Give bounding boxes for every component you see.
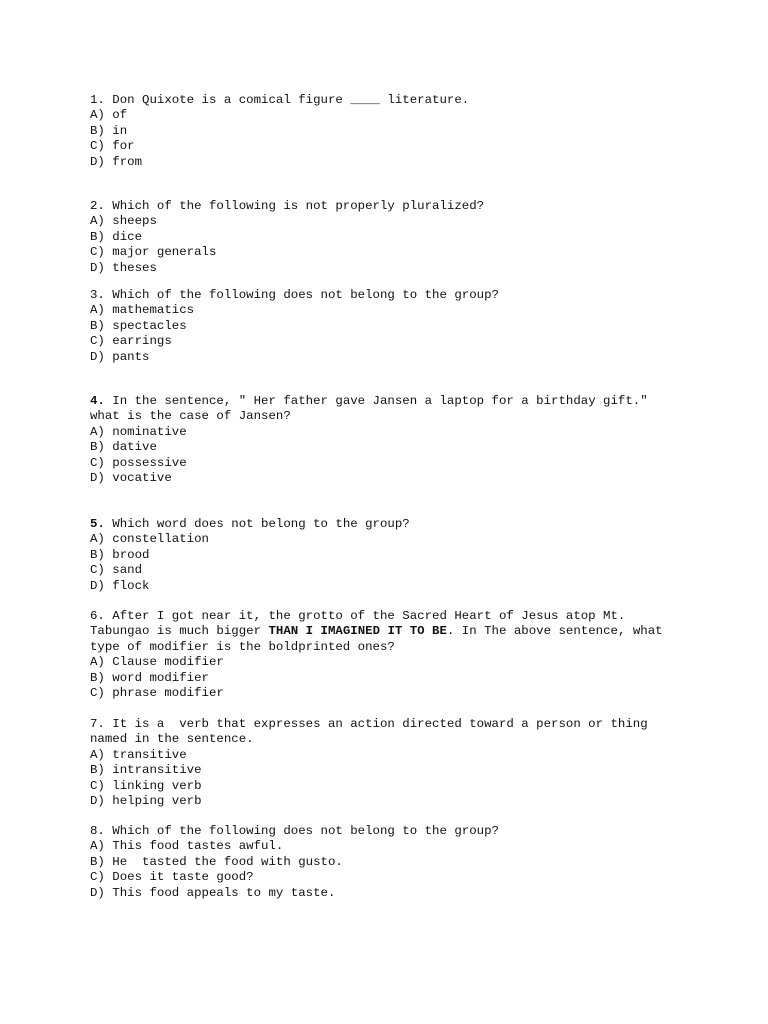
question-4 — [90, 394, 690, 486]
option-a: A) nominative — [90, 424, 187, 439]
option-d: D) This food appeals to my taste. — [90, 885, 336, 900]
answer-options — [90, 303, 690, 365]
answer-options — [90, 532, 690, 594]
option-b: B) spectacles — [90, 318, 187, 333]
question-2 — [90, 199, 690, 276]
option-c: C) for — [90, 139, 135, 154]
question-8 — [90, 824, 690, 901]
answer-options — [90, 748, 690, 810]
question-text: 3. Which of the following does not belong to the group? — [90, 288, 499, 302]
option-c: C) sand — [90, 563, 143, 578]
option-c: C) earrings — [90, 334, 172, 349]
option-a: A) mathematics — [90, 303, 195, 318]
option-a: A) sheeps — [90, 214, 157, 229]
question-text: 7. It is a verb that expresses an action directed toward a person or thing named in the sentence. — [90, 717, 656, 747]
option-b: B) He tasted the food with gusto. — [90, 854, 343, 869]
option-d: D) theses — [90, 260, 157, 275]
answer-options — [90, 655, 690, 701]
question-1 — [90, 93, 690, 170]
question-5 — [90, 517, 690, 594]
question-text: 8. Which of the following does not belong to the group? — [90, 824, 499, 838]
option-d: D) from — [90, 154, 143, 169]
answer-options — [90, 214, 690, 276]
option-c: C) Does it taste good? — [90, 870, 254, 885]
option-b: B) dative — [90, 440, 157, 455]
option-c: C) phrase modifier — [90, 686, 224, 701]
option-d: D) pants — [90, 349, 150, 364]
question-text: 6. After I got near it, the grotto of the Sacred Heart of Jesus atop Mt. Tabungao is much bigger THAN I IMAGINED IT TO BE. In The above sentence, what type of modifier is the boldprinted ones? — [90, 609, 671, 654]
answer-options — [90, 839, 690, 901]
option-b: B) intransitive — [90, 763, 202, 778]
option-d: D) helping verb — [90, 794, 202, 809]
option-a: A) transitive — [90, 747, 187, 762]
option-a: A) of — [90, 108, 128, 123]
option-d: D) flock — [90, 578, 150, 593]
option-a: A) constellation — [90, 532, 209, 547]
option-c: C) major generals — [90, 245, 217, 260]
option-b: B) word modifier — [90, 670, 209, 685]
answer-options — [90, 425, 690, 487]
option-b: B) in — [90, 123, 128, 138]
option-a: A) This food tastes awful. — [90, 839, 284, 854]
option-d: D) vocative — [90, 471, 172, 486]
bold-phrase: THAN I IMAGINED IT TO BE — [268, 624, 447, 639]
question-text: 4. In the sentence, " Her father gave Jansen a laptop for a birthday gift." what is the case of Jansen? — [90, 394, 663, 424]
question-text: 2. Which of the following is not properly pluralized? — [90, 199, 485, 213]
question-3 — [90, 288, 690, 365]
question-text: 1. Don Quixote is a comical figure ____ literature. — [90, 93, 470, 107]
option-b: B) dice — [90, 229, 143, 244]
question-6 — [90, 609, 690, 701]
option-c: C) possessive — [90, 455, 187, 470]
answer-options — [90, 108, 690, 170]
option-c: C) linking verb — [90, 778, 202, 793]
question-text: 5. Which word does not belong to the group? — [90, 517, 410, 531]
option-a: A) Clause modifier — [90, 655, 224, 670]
question-7 — [90, 717, 690, 809]
option-b: B) brood — [90, 547, 150, 562]
